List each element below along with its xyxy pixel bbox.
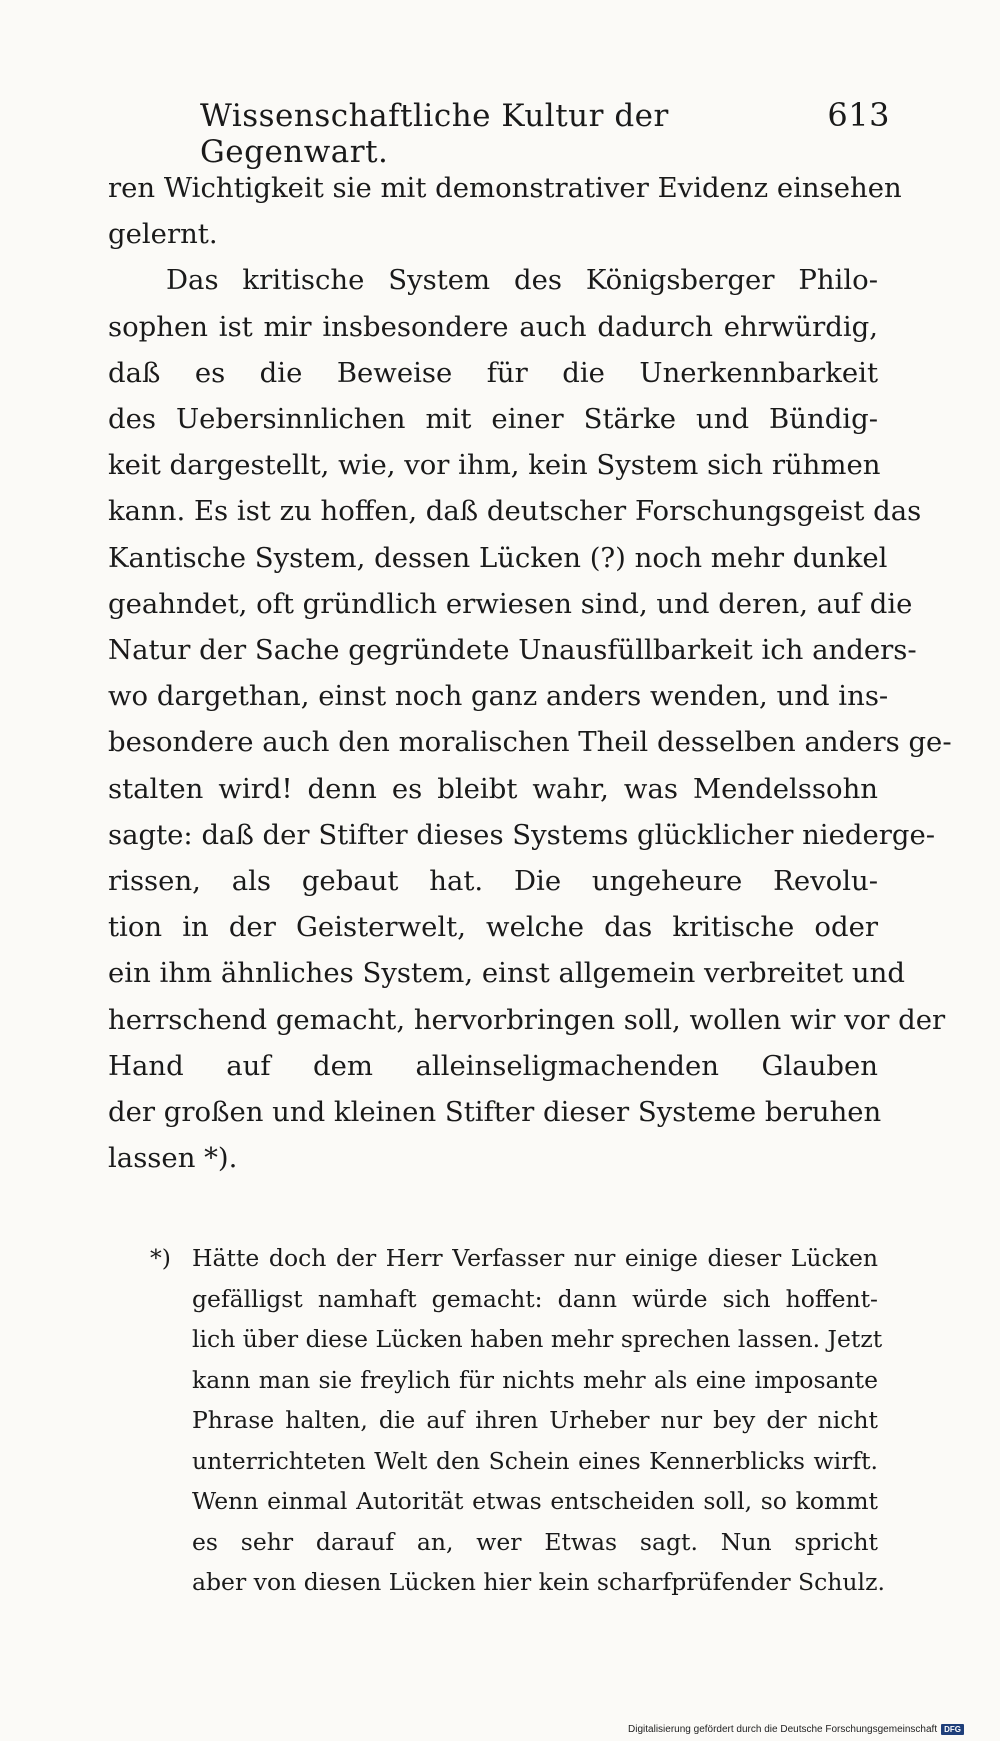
footnote-marker: *) [150,1244,171,1272]
footnote-line: Wenn einmal Autorität etwas entscheiden soll, so kommt [192,1487,878,1515]
footnote [150,1238,885,1603]
text-line: stalten wird! denn es bleibt wahr, was Mendelssohn [108,772,878,805]
text-line: wo dargethan, einst noch ganz anders wenden, und ins- [108,680,889,713]
dfg-logo-icon: DFG [941,1724,964,1735]
footnote-text: Hätte doch der Herr Verfasser nur einige dieser Lücken [192,1244,878,1272]
text-line: tion in der Geisterwelt, welche das kritische oder [108,911,878,944]
text-line: besondere auch den moralischen Theil desselben anders ge- [108,726,952,759]
text-line: sagte: daß der Stifter dieses Systems glücklicher niederge- [108,818,936,851]
running-head-title: Wissenschaftliche Kultur der Gegenwart. [200,98,669,170]
footnote-line: aber von diesen Lücken hier kein scharfprüfender Schulz. [192,1568,885,1596]
text-line: Hand auf dem alleinseligmachenden Glauben [108,1049,878,1082]
main-text [108,165,952,1181]
text-line: lassen *). [108,1142,238,1175]
text-line: der großen und kleinen Stifter dieser Systeme beruhen [108,1096,882,1129]
digitization-credit [628,1724,964,1735]
text-line: herrschend gemacht, hervorbringen soll, wollen wir vor der [108,1003,946,1036]
footnote-line: unterrichteten Welt den Schein eines Kennerblicks wirft. [192,1446,878,1475]
text-line: des Uebersinnlichen mit einer Stärke und Bündig- [108,403,878,436]
text-line: daß es die Beweise für die Unerkennbarkeit [108,356,878,389]
text-line: kann. Es ist zu hoffen, daß deutscher Forschungsgeist das [108,495,922,528]
footnote-line: es sehr darauf an, wer Etwas sagt. Nun spricht [192,1527,878,1556]
page-number: 613 [827,96,890,134]
footnote-line: lich über diese Lücken haben mehr sprechen lassen. Jetzt [192,1325,883,1353]
text-line: Das kritische System des Königsberger Philo- [166,264,878,297]
text-line: Natur der Sache gegründete Unausfüllbarkeit ich anders- [108,634,917,667]
text-line: ren Wichtigkeit sie mit demonstrativer Evidenz einsehen [108,172,902,204]
text-line: geahndet, oft gründlich erwiesen sind, und deren, auf die [108,587,913,620]
footnote-line: kann man sie freylich für nichts mehr als eine imposante [192,1365,878,1394]
text-line: ein ihm ähnliches System, einst allgemein verbreitet und [108,957,905,990]
text-line: keit dargestellt, wie, vor ihm, kein System sich rühmen [108,449,881,482]
text-line: gelernt. [108,218,218,251]
text-line: Kantische System, dessen Lücken (?) noch mehr dunkel [108,541,888,574]
digitization-credit-text: Digitalisierung gefördert durch die Deutsche Forschungsgemeinschaft [628,1724,938,1735]
running-head [200,96,890,170]
footnote-line: gefälligst namhaft gemacht: dann würde sich hoffent- [192,1284,878,1313]
footnote-line [150,1238,878,1279]
text-line: rissen, als gebaut hat. Die ungeheure Revolu- [108,865,878,898]
footnote-line: Phrase halten, die auf ihren Urheber nur bey der nicht [192,1406,878,1434]
text-line: sophen ist mir insbesondere auch dadurch ehrwürdig, [108,310,878,343]
